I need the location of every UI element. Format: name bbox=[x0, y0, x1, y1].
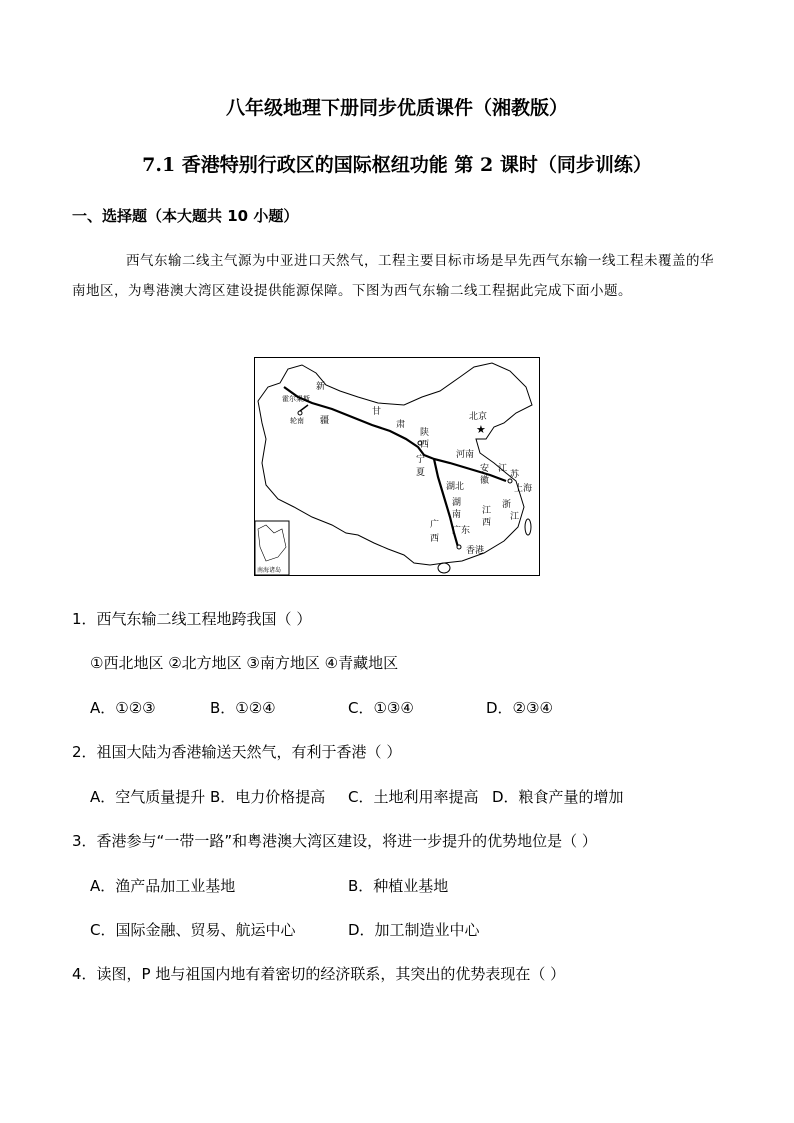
question-1-option-c[interactable]: C．①③④ bbox=[348, 699, 414, 717]
question-3-stem: 3．香港参与“一带一路”和粤港澳大湾区建设，将进一步提升的优势地位是（ ） bbox=[72, 832, 597, 850]
question-1-stem: 1．西气东输二线工程地跨我国（ ） bbox=[72, 610, 312, 628]
question-3-option-c[interactable]: C．国际金融、贸易、航运中心 bbox=[90, 921, 296, 939]
label-beijing: 北京 bbox=[469, 412, 488, 422]
question-1-option-a[interactable]: A．①②③ bbox=[90, 699, 156, 717]
label-jiang: 疆 bbox=[320, 416, 330, 426]
question-2-option-b[interactable]: B．电力价格提高 bbox=[210, 788, 326, 806]
label-guangdong: 广东 bbox=[452, 526, 471, 536]
question-1-option-d[interactable]: D．②③④ bbox=[486, 699, 553, 717]
label-horgos: 霍尔果斯 bbox=[282, 395, 310, 403]
label-hongkong: 香港 bbox=[466, 546, 485, 556]
label-jiang-s: 江 bbox=[498, 464, 508, 474]
label-jiang-z: 江 bbox=[510, 512, 520, 522]
question-2-stem: 2．祖国大陆为香港输送天然气，有利于香港（ ） bbox=[72, 743, 402, 761]
label-zhe: 浙 bbox=[502, 500, 512, 510]
question-2-option-a[interactable]: A．空气质量提升 bbox=[90, 788, 206, 806]
question-3-option-b[interactable]: B．种植业基地 bbox=[348, 877, 449, 895]
label-shanghai: 上海 bbox=[514, 484, 533, 494]
document-title: 八年级地理下册同步优质课件（湘教版） bbox=[225, 97, 568, 119]
beijing-star: ★ bbox=[476, 423, 486, 436]
label-nanhai: 南海诸岛 bbox=[257, 567, 282, 574]
question-1-option-b[interactable]: B．①②④ bbox=[210, 699, 276, 717]
label-su: 肃 bbox=[396, 420, 406, 430]
label-jiangxi-1: 江 bbox=[482, 506, 492, 516]
lunnan-point bbox=[298, 411, 302, 415]
question-3-option-d[interactable]: D．加工制造业中心 bbox=[348, 921, 480, 939]
question-2-option-c[interactable]: C．土地利用率提高 bbox=[348, 788, 479, 806]
lesson-subtitle: 7.1 香港特别行政区的国际枢纽功能 第 2 课时（同步训练） bbox=[142, 154, 652, 176]
pipeline-map bbox=[254, 357, 540, 576]
label-lunnan: 轮南 bbox=[290, 417, 304, 425]
question-4-stem: 4．读图，P 地与祖国内地有着密切的经济联系，其突出的优势表现在（ ） bbox=[72, 965, 566, 983]
label-shaan: 陕 bbox=[420, 428, 430, 438]
label-an: 安 bbox=[480, 464, 490, 474]
label-guang: 广 bbox=[430, 520, 440, 530]
label-henan: 河南 bbox=[456, 450, 475, 460]
section-heading: 一、选择题（本大题共 10 小题） bbox=[72, 207, 299, 225]
label-ning: 宁 bbox=[416, 455, 426, 465]
label-hu: 湖 bbox=[452, 498, 462, 508]
label-guangxi-2: 西 bbox=[430, 534, 440, 544]
label-jiangxi-2: 西 bbox=[482, 518, 492, 528]
label-xin: 新 bbox=[316, 382, 326, 392]
label-hui: 徽 bbox=[480, 476, 490, 486]
label-xi: 西 bbox=[420, 440, 430, 450]
label-hubei: 湖北 bbox=[446, 482, 465, 492]
label-xia: 夏 bbox=[416, 468, 426, 478]
hongkong-point bbox=[457, 545, 461, 549]
label-su-s: 苏 bbox=[510, 470, 520, 480]
question-3-option-a[interactable]: A．渔产品加工业基地 bbox=[90, 877, 236, 895]
question-1-statements: ①西北地区 ②北方地区 ③南方地区 ④青藏地区 bbox=[90, 654, 399, 672]
question-2-option-d[interactable]: D．粮食产量的增加 bbox=[492, 788, 624, 806]
label-nan: 南 bbox=[452, 510, 462, 520]
reading-passage: 西气东输二线主气源为中亚进口天然气，工程主要目标市场是早先西气东输一线工程未覆盖的华南地区，为粤港澳大湾区建设提供能源保障。下图为西气东输二线工程据此完成下面小题。 bbox=[72, 253, 714, 299]
label-gan: 甘 bbox=[372, 407, 382, 417]
